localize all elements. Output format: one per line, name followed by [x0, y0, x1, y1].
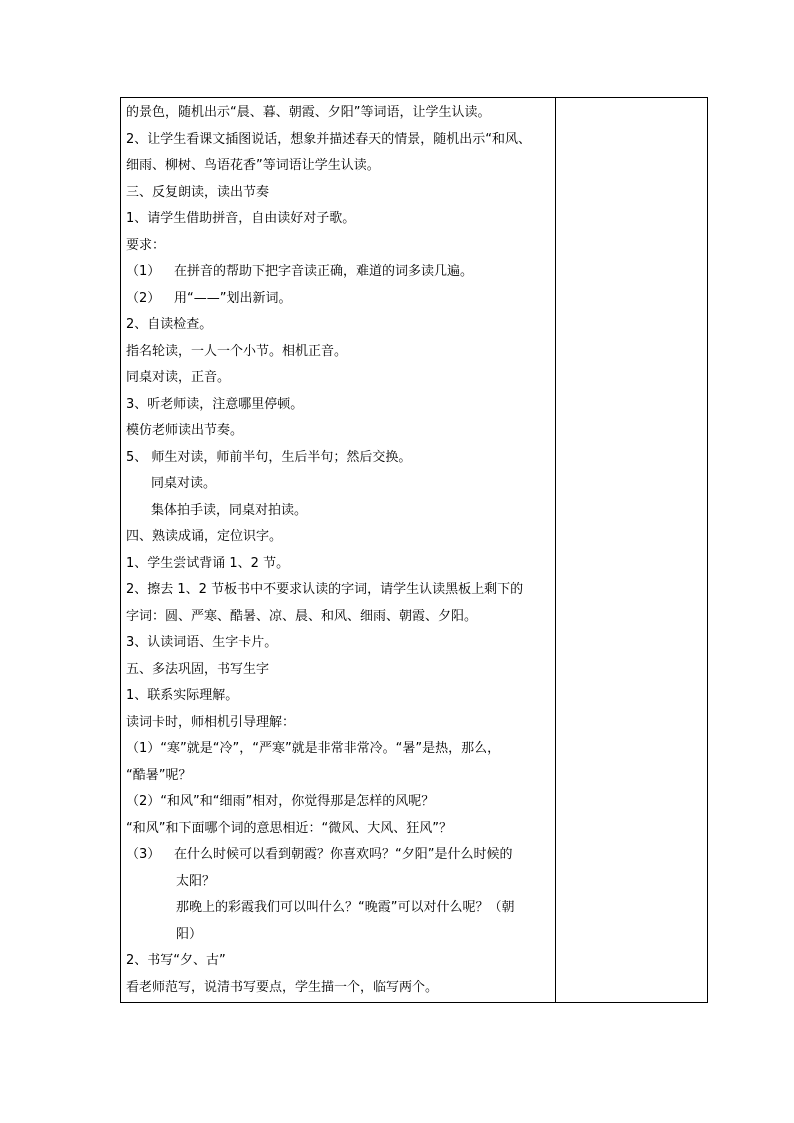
- item-text: 在拼音的帮助下把字音读正确，难道的词多读几遍。: [174, 264, 474, 279]
- text-line: 的景色，随机出示“晨、暮、朝霞、夕阳”等词语，让学生认读。: [126, 105, 491, 120]
- item-text: 用“——”划出新词。: [174, 291, 292, 306]
- text-line: 集体拍手读，同桌对拍读。: [151, 503, 308, 518]
- text-line: 阳）: [176, 927, 203, 942]
- numbered-item: [126, 847, 512, 863]
- text-line: 1、请学生借助拼音，自由读好对子歌。: [126, 211, 356, 226]
- text-line: 看老师范写，说清书写要点，学生描一个，临写两个。: [126, 980, 439, 995]
- text-line: 读词卡时，师相机引导理解：: [126, 715, 296, 730]
- text-line: 2、让学生看课文插图说话，想象并描述春天的情景，随机出示“和风、: [126, 132, 532, 147]
- text-line: 太阳？: [176, 874, 216, 889]
- item-number: （3）: [126, 847, 161, 862]
- text-line: 字词：圆、严寒、酷暑、凉、晨、和风、细雨、朝霞、夕阳。: [126, 609, 478, 624]
- numbered-item: [126, 291, 291, 307]
- section-heading: 四、熟读成诵，定位识字。: [126, 529, 283, 544]
- text-line: “酷暑”呢？: [126, 768, 192, 783]
- section-heading: 三、反复朗读，读出节奏: [126, 185, 270, 200]
- text-line: 5、 师生对读，师前半句，生后半句；然后交换。: [126, 450, 412, 465]
- text-line: （1）“寒”就是“冷”，“严寒”就是非常非常冷。“暑”是热，那么，: [126, 741, 501, 756]
- text-line: 2、擦去 1、2 节板书中不要求认读的字词，请学生认读黑板上剩下的: [126, 582, 524, 597]
- item-text: 在什么时候可以看到朝霞？你喜欢吗？“夕阳”是什么时候的: [174, 847, 513, 862]
- text-line: 2、自读检查。: [126, 317, 213, 332]
- text-line: （2）“和风”和“细雨”相对，你觉得那是怎样的风呢？: [126, 794, 435, 809]
- text-line: 那晚上的彩霞我们可以叫什么？“晚霞”可以对什么呢？（朝: [176, 900, 515, 915]
- text-line: 1、学生尝试背诵 1、2 节。: [126, 556, 290, 571]
- text-line: “和风”和下面哪个词的意思相近：“微风、大风、狂风”？: [126, 821, 452, 836]
- text-line: 同桌对读。: [151, 476, 217, 491]
- lesson-content-cell: [121, 98, 555, 1002]
- column-divider: [555, 98, 556, 1002]
- text-line: 1、联系实际理解。: [126, 688, 239, 703]
- section-heading: 五、多法巩固，书写生字: [126, 662, 270, 677]
- text-line: 3、听老师读，注意哪里停顿。: [126, 397, 304, 412]
- item-number: （1）: [126, 264, 161, 279]
- text-line: 2、书写“夕、古”: [126, 953, 226, 968]
- text-line: 细雨、柳树、鸟语花香”等词语让学生认读。: [126, 158, 380, 173]
- text-line: 模仿老师读出节奏。: [126, 423, 244, 438]
- text-line: 同桌对读，正音。: [126, 370, 231, 385]
- numbered-item: [126, 264, 473, 280]
- text-line: 要求：: [126, 238, 166, 253]
- lesson-table: [120, 97, 708, 1003]
- text-line: 3、认读词语、生字卡片。: [126, 635, 278, 650]
- text-line: 指名轮读，一人一个小节。相机正音。: [126, 344, 348, 359]
- item-number: （2）: [126, 291, 161, 306]
